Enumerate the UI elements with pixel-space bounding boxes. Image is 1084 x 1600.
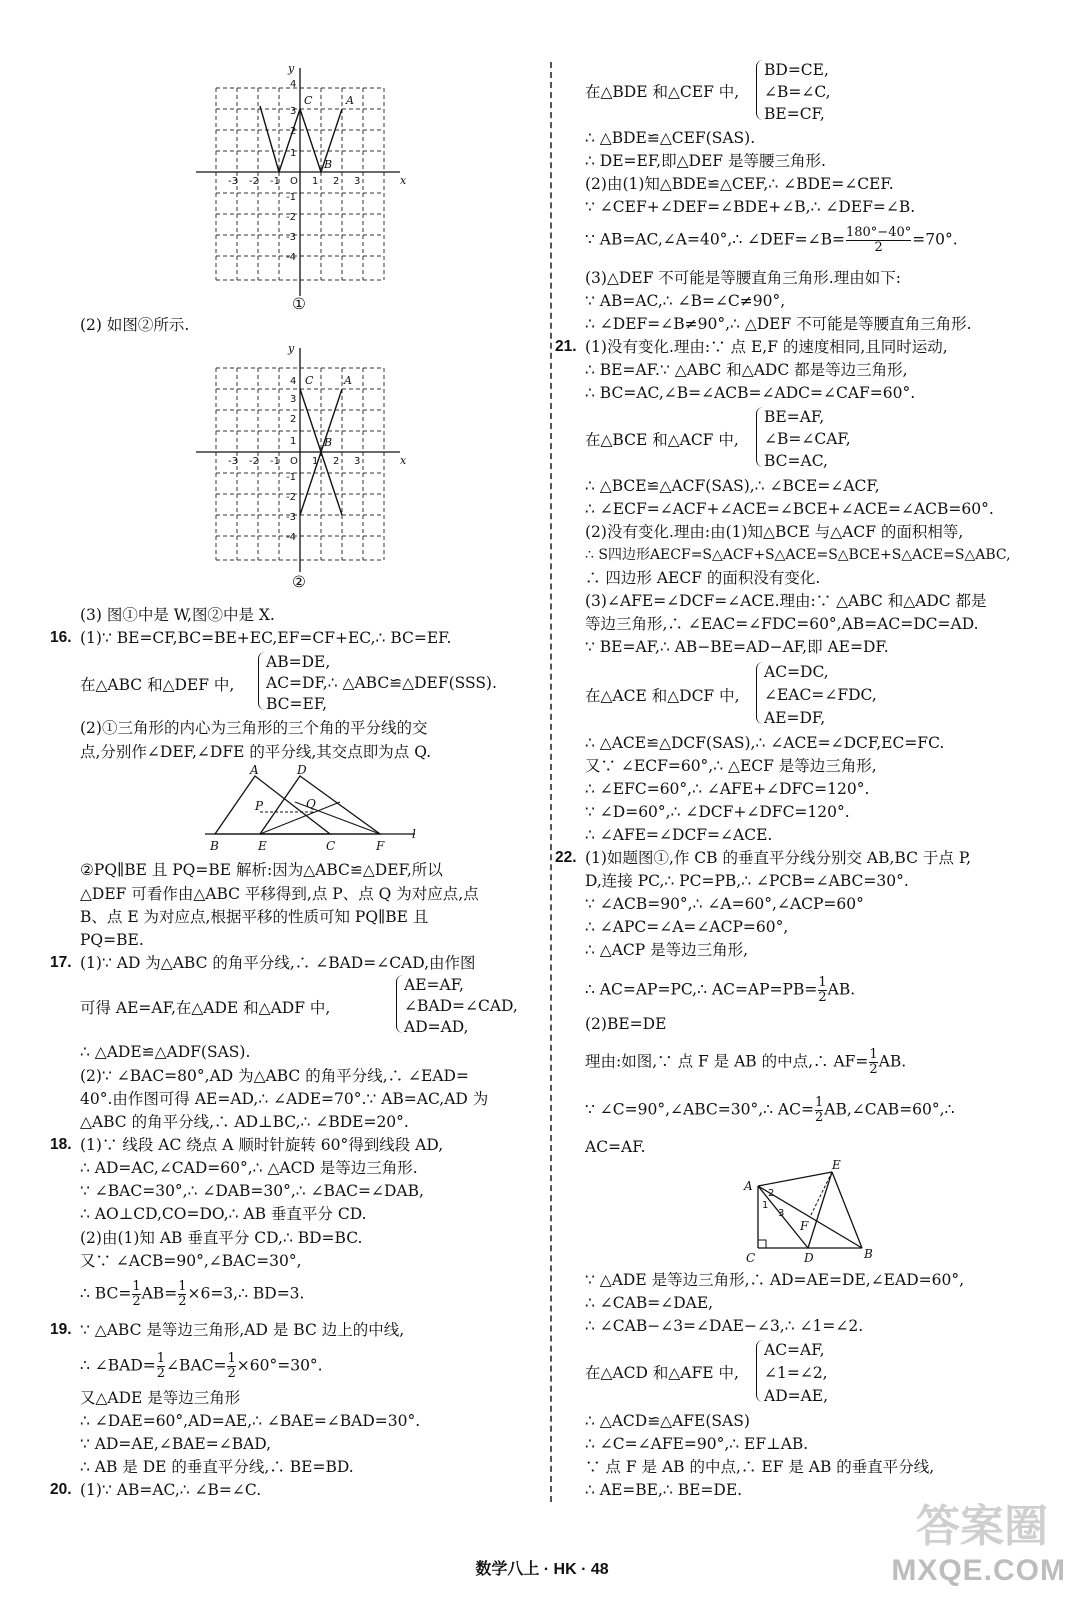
brace [756,1340,763,1402]
text-line: (1)∵ AD 为△ABC 的角平分线,∴ ∠BAD=∠CAD,由作图 [80,954,476,972]
text-line: 40°.由作图可得 AE=AD,∴ ∠ADE=70°.∵ AB=AC,AD 为 [80,1090,489,1108]
text-line: ∴ BE=AF.∵ △ABC 和△ADC 都是等边三角形, [585,361,908,379]
text-line: ∠1=∠2, [764,1364,828,1382]
text-line: ∴ AD=AC,∠CAD=60°,∴ △ACD 是等边三角形. [80,1159,418,1177]
text-line: ∵ ∠CEF+∠DEF=∠BDE+∠B,∴ ∠DEF=∠B. [585,198,916,216]
text-line: (1)∵ BE=CF,BC=BE+EC,EF=CF+EC,∴ BC=EF. [80,629,452,647]
svg-text:1: 1 [290,436,297,447]
text-line: ∴ BC= $\frac{1}{2}$ AB= $\frac{1}{2}$ ×6=3,∴ BD=3. [80,1279,305,1309]
svg-text:-2: -2 [249,176,259,187]
svg-text:1: 1 [312,456,319,467]
text-line: 又△ADE 是等边三角形 [80,1389,241,1407]
svg-text:3: 3 [290,394,297,405]
fraction: $\frac{1}{2}$ [227,1351,236,1381]
text-line: B、点 E 为对应点,根据平移的性质可知 PQ∥BE 且 [80,908,429,926]
svg-text:Q: Q [306,797,316,811]
text-line: ∴ △ADE≌△ADF(SAS). [80,1043,251,1061]
fraction: $\frac{1}{2}$ [178,1279,187,1309]
text-line: ∵ △ABC 是等边三角形,AD 是 BC 边上的中线, [80,1321,405,1339]
text-line: 等边三角形,∴ ∠EAC=∠FDC=60°,AB=AC=DC=AD. [585,615,979,633]
svg-text:-1: -1 [270,176,280,187]
text-line: ∴ 四边形 AECF 的面积没有变化. [585,569,821,587]
question-number: 19. [50,1321,72,1338]
text-line: ∴ ∠ECF=∠ACF+∠ACE=∠BCE+∠ACE=∠ACB=60°. [585,500,994,518]
text-line: ∴ △ACD≌△AFE(SAS) [585,1412,750,1430]
text-line: 又∵ ∠ECF=60°,∴ △ECF 是等边三角形, [585,757,877,775]
svg-text:P: P [255,799,264,813]
text-line: 在△BCE 和△ACF 中, [585,431,739,449]
text-line: (2) 如图②所示. [80,316,190,334]
svg-text:A: A [250,764,259,777]
text-line: (2)由(1)知 AB 垂直平分 CD,∴ BD=BC. [80,1229,363,1247]
column-divider [550,62,552,1502]
figure-1-label: ① [292,295,306,313]
text-line: PQ=BE. [80,931,144,949]
text-line: BE=AF, [764,408,825,426]
text-line: ②PQ∥BE 且 PQ=BE 解析:因为△ABC≌△DEF,所以 [80,861,443,879]
svg-text:1: 1 [290,148,297,159]
text-line: 在△BDE 和△CEF 中, [585,83,740,101]
text-line: D,连接 PC,∴ PC=PB,∴ ∠PCB=∠ABC=30°. [585,872,909,890]
text-line: ∴ AB 是 DE 的垂直平分线,∴ BE=BD. [80,1458,354,1476]
svg-text:l: l [412,827,416,841]
text-line: BC=EF, [266,695,328,713]
svg-text:2: 2 [333,176,340,187]
text-line: (1)如题图①,作 CB 的垂直平分线分别交 AB,BC 于点 P, [585,849,972,867]
text-line: ∵ ∠D=60°,∴ ∠DCF+∠DFC=120°. [585,803,850,821]
text-line: AB=DE, [266,653,331,671]
text-line: ∴ △ACP 是等边三角形, [585,941,749,959]
text-line: (2)①三角形的内心为三角形的三个角的平分线的交 [80,719,428,737]
svg-text:-1: -1 [270,456,280,467]
triangle-translation-figure [200,764,430,854]
svg-text:-4: -4 [286,532,296,543]
text-line: ∵ ∠BAC=30°,∴ ∠DAB=30°,∴ ∠BAC=∠DAB, [80,1182,424,1200]
svg-text:-1: -1 [286,192,296,203]
text-line: ∴ ∠CAB−∠3=∠DAE−∠3,∴ ∠1=∠2. [585,1317,864,1335]
fraction: $\frac{180^\circ-40^\circ}{2}$ [845,225,912,255]
svg-text:D: D [297,764,307,777]
svg-text:1: 1 [762,1200,769,1211]
text-line: ∵ △ADE 是等边三角形,∴ AD=AE=DE,∠EAD=60°, [585,1271,965,1289]
text-line: △DEF 可看作由△ABC 平移得到,点 P、点 Q 为对应点,点 [80,885,479,903]
svg-text:3: 3 [778,1208,785,1219]
watermark-logo: 答案圈 [916,1501,1048,1552]
svg-text:-2: -2 [286,492,296,503]
svg-text:C: C [304,94,313,107]
brace [258,652,265,710]
text-line: (2)没有变化.理由:由(1)知△BCE 与△ACF 的面积相等, [585,523,964,541]
text-line: ∵ AB=AC,∠A=40°,∴ ∠DEF=∠B= $\frac{180^\circ-40^\circ}{2}$ =70°. [585,225,958,255]
svg-text:2: 2 [768,1188,775,1199]
text-line: ∴ ∠DAE=60°,AD=AE,∴ ∠BAE=∠BAD=30°. [80,1412,421,1430]
svg-text:F: F [376,839,385,853]
text-line: △ABC 的角平分线,∴ AD⊥BC,∴ ∠BDE=20°. [80,1113,409,1131]
text-line: 可得 AE=AF,在△ADE 和△ADF 中, [80,999,331,1017]
question-number: 21. [555,338,577,355]
text-line: ∴ △ACE≌△DCF(SAS),∴ ∠ACE=∠DCF,EC=FC. [585,734,945,752]
brace [756,60,763,120]
text-line: 在△ABC 和△DEF 中, [80,676,235,694]
text-line: AE=AF, [404,976,464,994]
text-line: ∴ DE=EF,即△DEF 是等腰三角形. [585,152,826,170]
svg-text:x: x [400,454,407,467]
svg-text:y: y [288,62,295,75]
question-number: 20. [50,1481,72,1498]
svg-text:2: 2 [290,126,297,137]
text-line: ∠EAC=∠FDC, [764,686,877,704]
fraction: $\frac{1}{2}$ [156,1351,166,1381]
text-line: 理由:如图,∵ 点 F 是 AB 的中点,∴ AF= $\frac{1}{2}$ AB. [585,1047,907,1077]
fraction: $\frac{1}{2}$ [814,1095,824,1125]
text-line: ∴ ∠EFC=60°,∴ ∠AFE+∠DFC=120°. [585,780,870,798]
text-line: AC=AF, [764,1341,825,1359]
text-line: 在△ACE 和△DCF 中, [585,687,740,705]
svg-text:4: 4 [290,79,297,90]
text-line: BE=CF, [764,105,825,123]
text-line: 又∵ ∠ACB=90°,∠BAC=30°, [80,1252,302,1270]
fraction: $\frac{1}{2}$ [132,1279,141,1309]
text-line: ∴ S四边形AECF=S△ACF+S△ACE=S△BCE+S△ACE=S△ABC, [585,547,1011,563]
text-line: ∴ ∠BAD= $\frac{1}{2}$ ∠BAC= $\frac{1}{2}$ ×60°=30°. [80,1351,323,1381]
svg-text:-4: -4 [286,252,296,263]
brace [756,407,763,467]
coordinate-figure-2 [190,340,420,591]
text-line: (1)∵ AB=AC,∴ ∠B=∠C. [80,1481,262,1499]
text-line: (2)∵ ∠BAC=80°,AD 为△ABC 的角平分线,∴ ∠EAD= [80,1067,469,1085]
svg-text:-3: -3 [228,176,238,187]
text-line: BD=CE, [764,61,829,79]
svg-text:C: C [746,1251,756,1265]
svg-text:D: D [804,1251,814,1265]
text-line: ∴ BC=AC,∠B=∠ACB=∠ADC=∠CAF=60°. [585,384,916,402]
svg-text:2: 2 [290,414,297,425]
question-number: 16. [50,629,72,646]
text-line: ∠B=∠CAF, [764,430,851,448]
text-line: ∵ 点 F 是 AB 的中点,∴ EF 是 AB 的垂直平分线, [585,1458,935,1476]
text-line: AD=AD, [404,1018,469,1036]
fraction: $\frac{1}{2}$ [818,975,827,1005]
svg-text:3: 3 [290,106,297,117]
svg-text:-2: -2 [286,212,296,223]
svg-text:-3: -3 [286,512,296,523]
text-line: AC=DC, [764,663,829,681]
question-number: 18. [50,1136,72,1153]
text-line: (1)∵ 线段 AC 绕点 A 顺时针旋转 60°得到线段 AD, [80,1136,444,1154]
brace [756,662,763,724]
svg-text:x: x [400,174,407,187]
page-footer: 数学八上 · HK · 48 [475,1561,609,1578]
text-line: AE=DF, [764,709,826,727]
svg-text:-2: -2 [249,456,259,467]
svg-text:A: A [346,94,354,107]
text-line: ∵ AB=AC,∴ ∠B=∠C≠90°, [585,292,786,310]
svg-text:B: B [324,436,333,449]
svg-text:3: 3 [354,456,361,467]
text-line: ∴ ∠DEF=∠B≠90°,∴ △DEF 不可能是等腰直角三角形. [585,315,972,333]
text-line: ∴ ∠APC=∠A=∠ACP=60°, [585,918,789,936]
text-line: AC=AF. [585,1138,646,1156]
svg-text:E: E [832,1158,841,1172]
text-line: ∵ AD=AE,∠BAE=∠BAD, [80,1435,272,1453]
text-line: (3)△DEF 不可能是等腰直角三角形.理由如下: [585,269,901,287]
svg-text:-1: -1 [286,472,296,483]
text-line: ∠BAD=∠CAD, [404,997,518,1015]
text-line: ∵ ∠C=90°,∠ABC=30°,∴ AC= $\frac{1}{2}$ AB,∠CAB=60°,∴ [585,1095,955,1125]
text-line: 在△ACD 和△AFE 中, [585,1364,739,1382]
fraction: $\frac{1}{2}$ [869,1047,878,1077]
svg-text:2: 2 [333,456,340,467]
svg-text:O: O [290,176,298,187]
question-number: 22. [555,849,577,866]
text-line: (1)没有变化.理由:∵ 点 E,F 的速度相同,且同时运动, [585,338,948,356]
text-line: AD=AE, [764,1387,829,1405]
svg-text:C: C [326,839,336,853]
svg-text:4: 4 [290,376,297,387]
text-line: ∵ BE=AF,∴ AB−BE=AD−AF,即 AE=DF. [585,638,889,656]
figure-2-label: ② [292,573,306,591]
text-line: (2)BE=DE [585,1015,667,1033]
text-line: ∴ ∠AFE=∠DCF=∠ACE. [585,826,773,844]
svg-text:-3: -3 [228,456,238,467]
svg-text:1: 1 [312,176,319,187]
svg-text:F: F [800,1219,809,1233]
svg-text:E: E [258,839,267,853]
text-line: (3) 图①中是 W,图②中是 X. [80,606,275,624]
svg-text:O: O [290,456,298,467]
equilateral-triangle-figure [740,1158,880,1268]
text-line: ∴ ∠CAB=∠DAE, [585,1294,714,1312]
svg-text:B: B [210,839,219,853]
watermark: MXQE.COM [891,1554,1066,1587]
svg-text:A: A [744,1179,753,1193]
svg-text:y: y [288,342,295,355]
text-line: ∴ AC=AP=PC,∴ AC=AP=PB= $\frac{1}{2}$ AB. [585,975,856,1005]
text-line: ∴ △BCE≌△ACF(SAS),∴ ∠BCE=∠ACF, [585,477,880,495]
text-line: (2)由(1)知△BDE≌△CEF,∴ ∠BDE=∠CEF. [585,175,894,193]
svg-text:B: B [324,158,333,171]
text-line: 点,分别作∠DEF,∠DFE 的平分线,其交点即为点 Q. [80,743,432,761]
coordinate-figure-1 [190,60,420,320]
svg-text:A: A [344,374,352,387]
svg-text:-3: -3 [286,232,296,243]
text-line: ∠B=∠C, [764,83,831,101]
text-line: AC=DF,∴ △ABC≌△DEF(SSS). [266,674,497,692]
text-line: ∴ AE=BE,∴ BE=DE. [585,1481,743,1499]
text-line: ∴ ∠C=∠AFE=90°,∴ EF⊥AB. [585,1435,809,1453]
svg-text:C: C [305,374,314,387]
text-line: ∴ AO⊥CD,CO=DO,∴ AB 垂直平分 CD. [80,1205,367,1223]
text-line: (3)∠AFE=∠DCF=∠ACE.理由:∵ △ABC 和△ADC 都是 [585,592,987,610]
svg-text:3: 3 [354,176,361,187]
svg-text:B: B [864,1247,873,1261]
text-line: BC=AC, [764,452,828,470]
text-line: ∵ ∠ACB=90°,∴ ∠A=60°,∠ACP=60° [585,895,864,913]
text-line: ∴ △BDE≌△CEF(SAS). [585,129,756,147]
question-number: 17. [50,954,72,971]
brace [396,975,403,1033]
